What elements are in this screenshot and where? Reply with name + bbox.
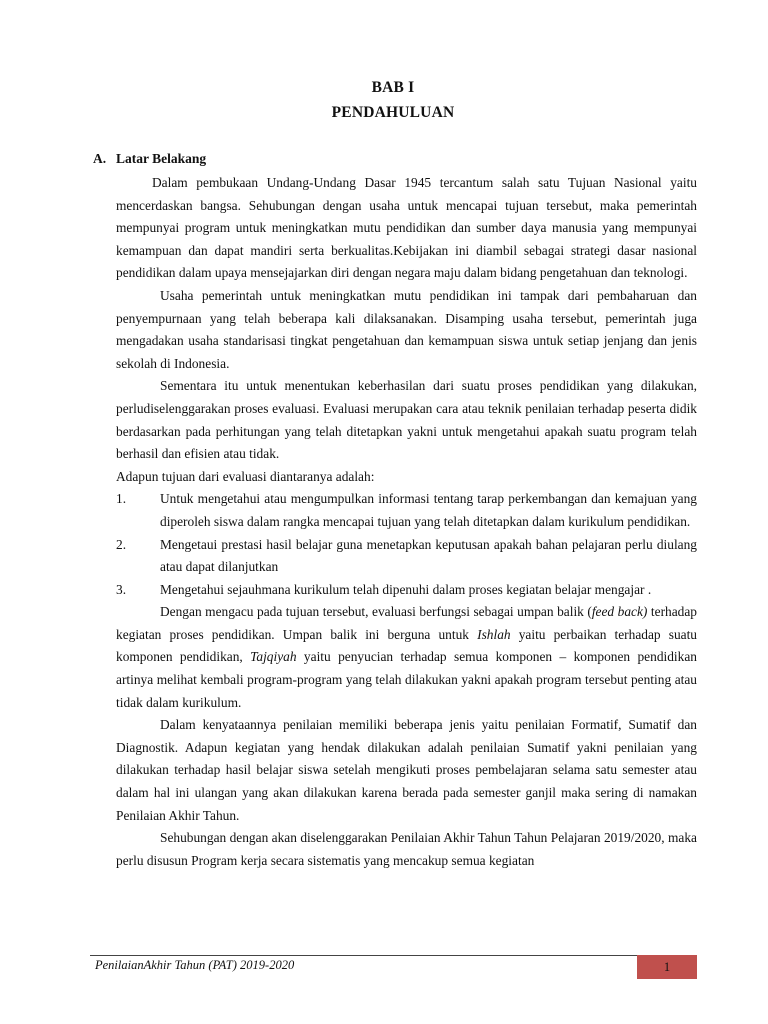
section-number: A. [93, 151, 107, 166]
list-number: 1. [116, 491, 127, 507]
list-number: 2. [116, 536, 127, 552]
footer-divider [90, 955, 697, 956]
text-run: terhadap kegiatan proses pendidikan. Umpan balik ini berguna untuk [116, 604, 697, 642]
paragraph: Usaha pemerintah untuk meningkatkan mutu pendidikan ini tampak dari pembaharuan dan penyempurnaan yang telah beberapa kali dilaksanakan. Disamping usaha tersebut, pemerintah juga mengadakan usaha standarisasi tingkat pengetahuan dan kemampuan siswa untuk setiap jenjang dan jenis sekolah di Indonesia. [116, 287, 697, 371]
chapter-title: PENDAHULUAN [331, 104, 455, 121]
list-text: Mengetahui sejauhmana kurikulum telah dipenuhi dalam proses kegiatan belajar mengajar . [160, 581, 652, 597]
paragraph [116, 601, 697, 714]
chapter-number: BAB I [371, 79, 415, 96]
text-run: yaitu penyucian terhadap semua komponen – komponen pendidikan artinya melihat kembali program-program yang telah dilakukan yakni apakah program tersebut penting atau tidak dalam kurikulum. [116, 649, 697, 710]
paragraph: Dalam pembukaan Undang-Undang Dasar 1945 tercantum salah satu Tujuan Nasional yaitu mencerdaskan bangsa. Sehubungan dengan usaha untuk mencapai tujuan tersebut, maka pemerintah mempunyai program untuk meningkatkan mutu pendidikan dan sumber daya manusia yang mempunyai kemampuan dan dapat mandiri serta berkualitas.Kebijakan ini diambil sebagai strategi dasar nasional pendidikan dalam upaya mensejajarkan diri dengan negara maju dalam bidang pengetahuan dan teknologi. [116, 175, 697, 281]
italic-term: Ishlah [477, 626, 511, 642]
list-item [116, 488, 697, 533]
italic-term: feed back) [591, 604, 648, 620]
text-run: yaitu perbaikan terhadap suatu komponen pendidikan, [116, 626, 697, 665]
objectives-list [116, 488, 697, 601]
list-text: Mengetaui prestasi hasil belajar guna menetapkan keputusan apakah bahan pelajaran perlu diulang atau dapat dilanjutkan [160, 536, 697, 575]
paragraph: Adapun tujuan dari evaluasi diantaranya adalah: [116, 468, 375, 484]
list-item [116, 579, 697, 602]
page-number: 1 [637, 955, 697, 979]
section-heading [93, 151, 206, 167]
list-number: 3. [116, 581, 127, 597]
section-title: Latar Belakang [116, 151, 207, 166]
body-text [116, 172, 697, 872]
italic-term: Tajqiyah [250, 649, 297, 665]
text-run: Dengan mengacu pada tujuan tersebut, evaluasi berfungsi sebagai umpan balik ( [160, 604, 592, 620]
paragraph: Sehubungan dengan akan diselenggarakan Penilaian Akhir Tahun Tahun Pelajaran 2019/2020, maka perlu disusun Program kerja secara sistematis yang mencakup semua kegiatan [116, 830, 697, 868]
list-item [116, 534, 697, 579]
list-text: Untuk mengetahui atau mengumpulkan informasi tentang tarap perkembangan dan kemajuan yang diperoleh siswa dalam rangka mencapai tujuan yang telah ditetapkan dalam kurikulum pendidikan. [160, 491, 697, 529]
paragraph: Sementara itu untuk menentukan keberhasilan dari suatu proses pendidikan yang dilakukan, perludiselenggarakan proses evaluasi. Evaluasi merupakan cara atau teknik penilaian terhadap peserta didik berdasarkan pada perhitungan yang telah ditetapkan yakni untuk mengetahui apakah suatu program telah berhasil dan efisien atau tidak. [116, 378, 697, 462]
paragraph: Dalam kenyataannya penilaian memiliki beberapa jenis yaitu penilaian Formatif, Sumatif dan Diagnostik. Adapun kegiatan yang hendak dilakukan adalah penilaian Sumatif yakni penilaian yang dilakukan terhadap hasil belajar siswa setelah mengikuti proses pembelajaran selama satu semester atau dalam hal ini ulangan yang akan dilakukan karena berada pada semester ganjil maka sering di namakan Penilaian Akhir Tahun. [116, 717, 697, 823]
footer-text: PenilaianAkhir Tahun (PAT) 2019-2020 [95, 958, 295, 972]
